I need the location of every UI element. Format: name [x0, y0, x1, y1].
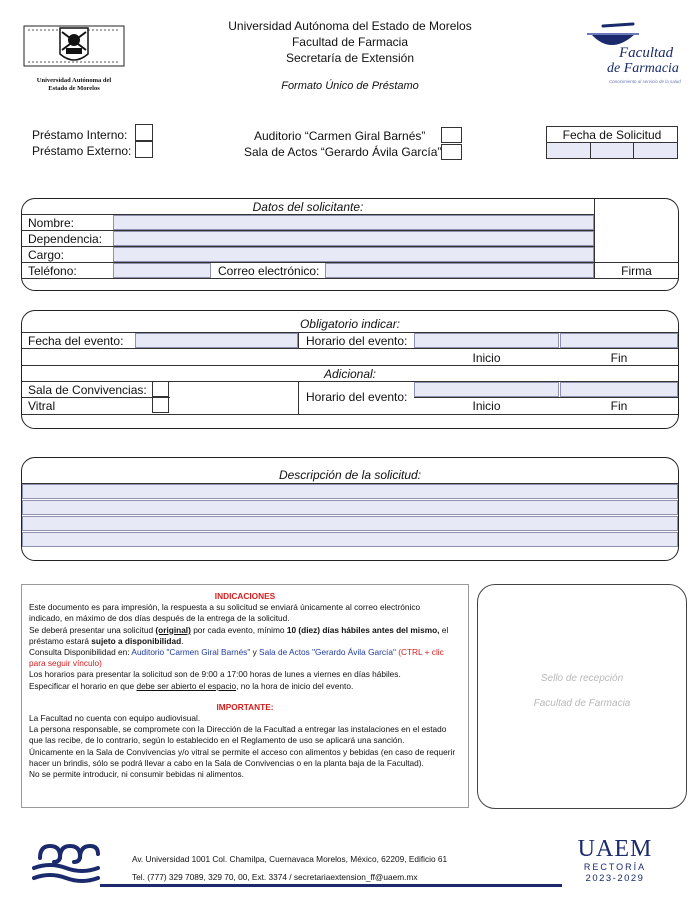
footer-rule — [100, 884, 562, 887]
stamp-box — [477, 584, 687, 809]
auditorium-checkbox[interactable] — [441, 127, 462, 143]
indications-line-2: indicado, en máximo de dos días después de la entrega de la solicitud. — [29, 613, 290, 624]
applicant-title: Datos del solicitante: — [252, 200, 364, 214]
faculty-name: Facultad de Farmacia — [291, 35, 409, 49]
indications-line-8: Especificar el horario en que debe ser abierto el espacio, no la hora de inicio del evento. — [29, 680, 354, 691]
important-line-2: La persona responsable, se compromete con la Dirección de la Facultad a entregar las instalaciones en el estado — [29, 724, 447, 735]
description-panel — [21, 457, 679, 561]
signature-label: Firma — [621, 264, 652, 278]
vitral-label: Vitral — [28, 399, 56, 413]
additional-title: Adicional: — [323, 367, 377, 381]
footer-wave-logo — [30, 836, 102, 886]
uaem-brand — [575, 836, 655, 885]
hall-label: Sala de Actos “Gerardo Ávila García” — [244, 145, 442, 159]
dependency-label: Dependencia: — [28, 232, 103, 246]
loan-internal-checkbox[interactable] — [135, 124, 153, 141]
request-date-label: Fecha de Solicitud — [547, 127, 677, 143]
loan-external-checkbox[interactable] — [135, 141, 153, 158]
footer-contact: Tel. (777) 329 7089, 329 70, 00, Ext. 3374 / secretariaextension_ff@uaem.mx — [132, 872, 418, 882]
event-end2-label: Fin — [610, 399, 628, 413]
indications-line-3: Se deberá presentar una solicitud (original) por cada evento, mínimo 10 (diez) días hábiles antes del mismo, el — [29, 624, 449, 635]
name-input[interactable] — [113, 215, 594, 230]
form-title: Formato Único de Préstamo — [281, 80, 419, 92]
request-date-month[interactable] — [591, 143, 635, 158]
event-end-label: Fin — [610, 351, 628, 365]
description-line-1[interactable] — [22, 484, 678, 499]
stamp-line-2: Facultad de Farmacia — [533, 698, 631, 709]
event-title: Obligatorio indicar: — [299, 317, 401, 331]
pharmacy-logo-line1: Facultad — [619, 45, 674, 61]
lounge-checkbox[interactable] — [152, 381, 169, 397]
vitral-checkbox[interactable] — [152, 397, 169, 413]
position-label: Cargo: — [28, 248, 65, 262]
uaem-logo — [22, 20, 126, 92]
event-end-input[interactable] — [560, 333, 678, 348]
university-name: Universidad Autónoma del Estado de Morelos — [228, 19, 472, 33]
indications-line-7: Los horarios para presentar la solicitud son de 9:00 a 17:00 horas de lunes a viernes en días hábiles. — [29, 669, 401, 680]
indications-line-4: préstamo estará sujeto a disponibilidad. — [29, 635, 184, 646]
event-panel — [21, 310, 679, 429]
description-line-3[interactable] — [22, 516, 678, 531]
name-label: Nombre: — [28, 216, 75, 230]
phone-label: Teléfono: — [28, 264, 77, 278]
event-start-input[interactable] — [414, 333, 559, 348]
description-title: Descripción de la solicitud: — [278, 468, 422, 482]
lounge-label: Sala de Convivencias: — [28, 383, 147, 397]
description-line-2[interactable] — [22, 500, 678, 515]
indications-line-6: para seguir vínculo) — [29, 658, 102, 669]
pharmacy-logo — [585, 22, 690, 92]
dependency-input[interactable] — [113, 231, 594, 246]
brand-name: UAEM — [577, 836, 653, 862]
header-text — [150, 18, 550, 94]
event-date-input[interactable] — [135, 333, 298, 348]
auditorium-label: Auditorio “Carmen Giral Barnés” — [254, 129, 426, 143]
important-line-1: La Facultad no cuenta con equipo audiovisual. — [29, 713, 201, 724]
auditorium-link[interactable]: Auditorio "Carmen Giral Barnés" — [131, 647, 251, 658]
important-line-6: No se permite introducir, ni consumir bebidas ni alimentos. — [29, 769, 244, 780]
event-date-label: Fecha del evento: — [28, 334, 124, 348]
description-line-4[interactable] — [22, 532, 678, 547]
email-input[interactable] — [325, 263, 594, 278]
pharmacy-logo-line2: de Farmacia — [607, 61, 679, 76]
important-title: IMPORTANTE: — [216, 701, 274, 712]
event-start-label: Inicio — [472, 351, 501, 365]
hall-checkbox[interactable] — [441, 144, 462, 160]
applicant-panel — [21, 198, 679, 291]
hall-link[interactable]: Sala de Actos "Gerardo Ávila García" — [259, 647, 396, 658]
brand-years: 2023-2029 — [585, 873, 645, 884]
event-start2-input[interactable] — [414, 382, 559, 397]
uaem-logo-caption: Universidad Autónoma del Estado de Morelos — [36, 77, 112, 92]
brand-sub: RECTORÍA — [583, 862, 647, 872]
event-schedule2-label: Horario del evento: — [306, 390, 408, 404]
important-line-4: Únicamente en la Sala de Convivencias y/o vitral se permite el acceso con alimentos y bebidas (en caso de requerir — [29, 746, 456, 757]
important-line-5: hacer un brindis, sólo se podrá llevar a cabo en la Sala de Convivencias o en la planta baja de la Facultad). — [29, 757, 424, 768]
event-end2-input[interactable] — [560, 382, 678, 397]
loan-internal-label: Préstamo Interno: — [32, 128, 128, 142]
loan-external-label: Préstamo Externo: — [32, 144, 132, 158]
position-input[interactable] — [113, 247, 594, 262]
indications-box — [21, 584, 469, 808]
indications-title: INDICACIONES — [214, 591, 276, 601]
indications-line-5: Consulta Disponibilidad en: Auditorio "Carmen Giral Barnés" y Sala de Actos "Gerardo Ávila García" (CTRL + clic — [29, 647, 444, 658]
request-date-year[interactable] — [634, 143, 677, 158]
phone-input[interactable] — [113, 263, 211, 278]
important-line-3: que las recibe, de lo contrario, según lo establecido en el Reglamento de uso se aplicará una sanción. — [29, 735, 405, 746]
request-date-box — [546, 126, 678, 159]
office-name: Secretaría de Extensión — [285, 51, 415, 65]
request-date-day[interactable] — [547, 143, 591, 158]
email-label: Correo electrónico: — [218, 264, 320, 278]
stamp-line-1: Sello de recepción — [540, 673, 624, 684]
indications-line-1: Este documento es para impresión, la respuesta a su solicitud se enviará únicamente al correo electrónico — [29, 602, 421, 613]
footer-address: Av. Universidad 1001 Col. Chamilpa, Cuernavaca Morelos, México, 62209, Edificio 61 — [132, 854, 448, 864]
event-schedule-label: Horario del evento: — [306, 334, 408, 348]
pharmacy-logo-tagline: Conocimiento al servicio de la salud — [609, 79, 681, 84]
event-start2-label: Inicio — [472, 399, 501, 413]
